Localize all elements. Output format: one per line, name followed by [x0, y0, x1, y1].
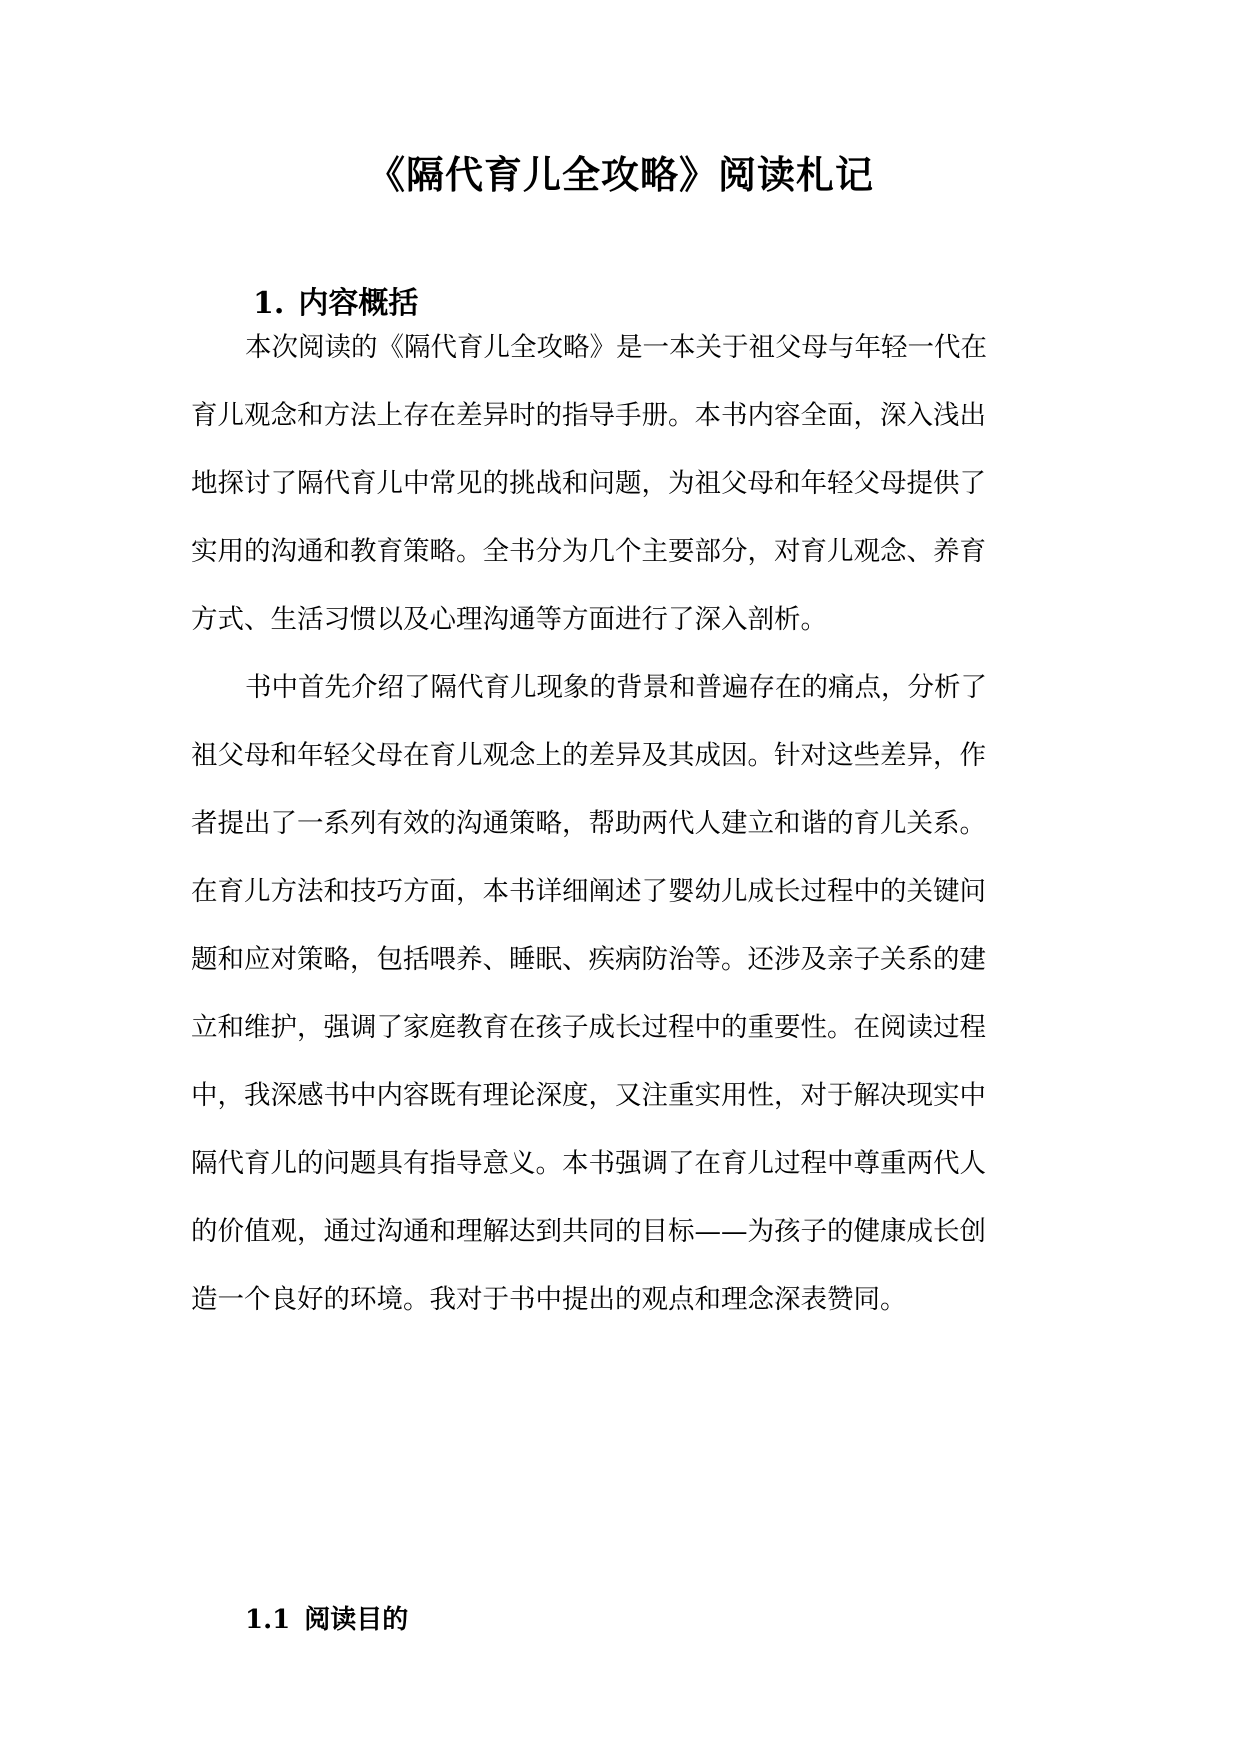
- section-heading-content-summary: [253, 280, 418, 328]
- paragraph-line: 实用的沟通和教育策略。全书分为几个主要部分，对育儿观念、养育: [191, 536, 986, 567]
- paragraph-line: 书中首先介绍了隔代育儿现象的背景和普遍存在的痛点，分析了: [245, 672, 987, 703]
- paragraph-line: 立和维护，强调了家庭教育在孩子成长过程中的重要性。在阅读过程: [191, 1012, 986, 1043]
- paragraph-line: 在育儿方法和技巧方面，本书详细阐述了婴幼儿成长过程中的关键问: [191, 876, 986, 907]
- section-title: 阅读目的: [304, 1605, 409, 1635]
- paragraph-line: 地探讨了隔代育儿中常见的挑战和问题，为祖父母和年轻父母提供了: [191, 468, 986, 499]
- paragraph-line: 育儿观念和方法上存在差异时的指导手册。本书内容全面，深入浅出: [191, 400, 986, 431]
- paragraph-line: 者提出了一系列有效的沟通策略，帮助两代人建立和谐的育儿关系。: [191, 808, 986, 839]
- document-title: 《隔代育儿全攻略》阅读札记: [366, 152, 874, 197]
- section-title: 内容概括: [298, 286, 419, 321]
- paragraph-line: 本次阅读的《隔代育儿全攻略》是一本关于祖父母与年轻一代在: [245, 332, 987, 363]
- paragraph-line: 中，我深感书中内容既有理论深度，又注重实用性，对于解决现实中: [191, 1080, 986, 1111]
- paragraph-line: 隔代育儿的问题具有指导意义。本书强调了在育儿过程中尊重两代人: [191, 1148, 986, 1179]
- section-heading-reading-purpose: [245, 1596, 408, 1644]
- section-number: 1.1: [245, 1605, 291, 1635]
- paragraph-line: 造一个良好的环境。我对于书中提出的观点和理念深表赞同。: [191, 1284, 907, 1315]
- section-number: 1.: [253, 286, 285, 321]
- paragraph-line: 的价值观，通过沟通和理解达到共同的目标——为孩子的健康成长创: [191, 1216, 986, 1247]
- paragraph-line: 题和应对策略，包括喂养、睡眠、疾病防治等。还涉及亲子关系的建: [191, 944, 986, 975]
- paragraph-line: 祖父母和年轻父母在育儿观念上的差异及其成因。针对这些差异，作: [191, 740, 986, 771]
- paragraph-line: 方式、生活习惯以及心理沟通等方面进行了深入剖析。: [191, 604, 827, 635]
